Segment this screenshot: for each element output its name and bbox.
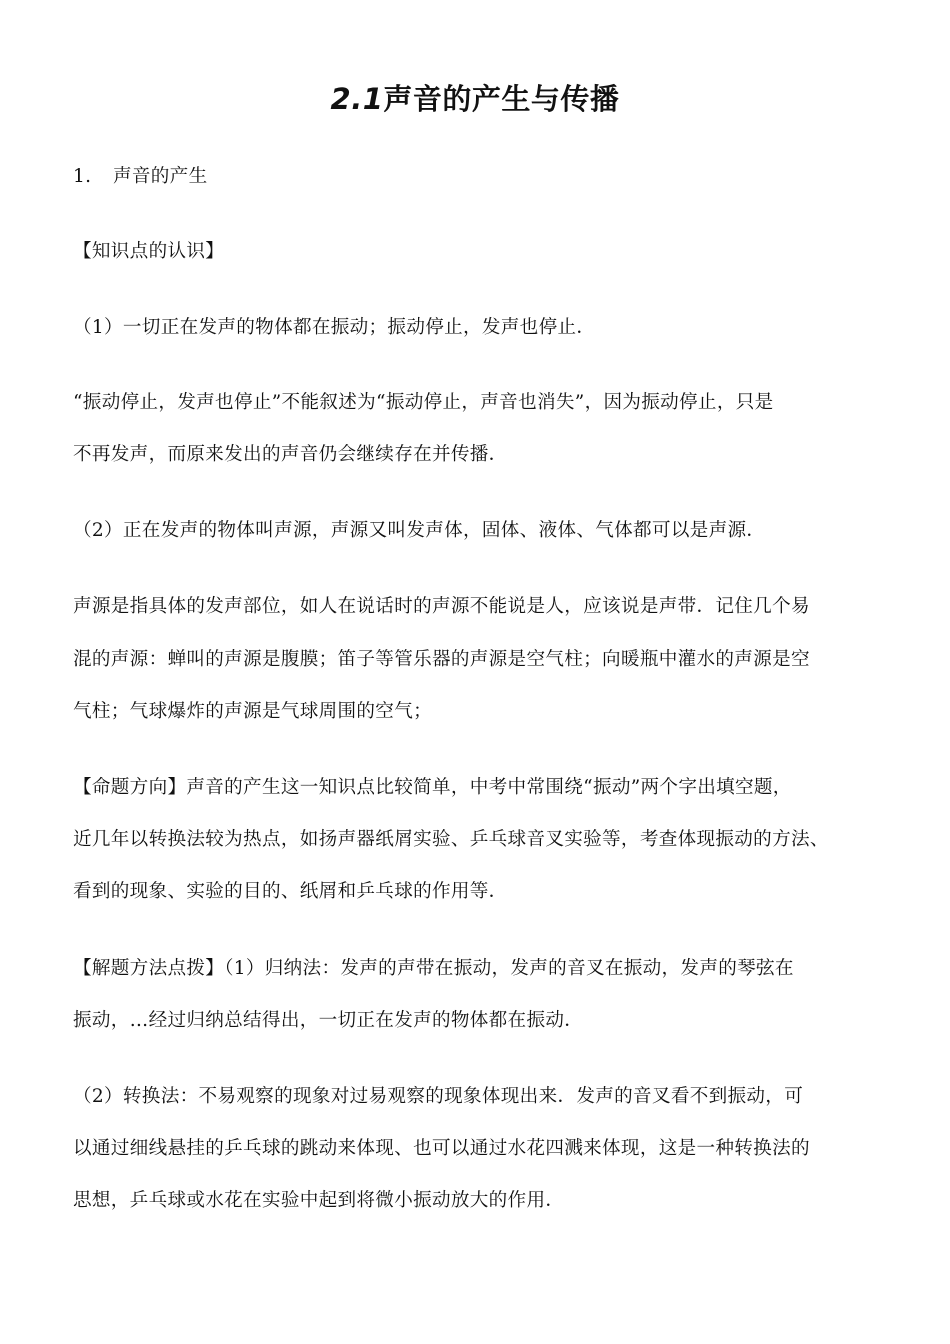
title-text: 声音的产生与传播	[383, 82, 620, 116]
paragraph-line: 气柱；气球爆炸的声源是气球周围的空气；	[73, 701, 432, 722]
paragraph-line: “振动停止，发声也停止”不能叙述为“振动停止，声音也消失”，因为振动停止，只是	[73, 392, 774, 413]
paragraph-line: 看到的现象、实验的目的、纸屑和乒乓球的作用等．	[73, 881, 508, 902]
section-heading	[73, 163, 207, 191]
paragraph-line: 【命题方向】声音的产生这一知识点比较简单，中考中常围绕“振动”两个字出填空题，	[73, 777, 792, 798]
paragraph-line: 思想，乒乓球或水花在实验中起到将微小振动放大的作用．	[73, 1190, 565, 1211]
paragraph-line: 声源是指具体的发声部位，如人在说话时的声源不能说是人，应该说是声带．记住几个易	[73, 596, 810, 617]
paragraph-line: （2）转换法：不易观察的现象对过易观察的现象体现出来．发声的音叉看不到振动，可	[73, 1086, 804, 1107]
paragraph-line: 混的声源：蝉叫的声源是腹膜；笛子等管乐器的声源是空气柱；向暖瓶中灌水的声源是空	[73, 649, 810, 670]
paragraph-line: 振动，…经过归纳总结得出，一切正在发声的物体都在振动．	[73, 1010, 584, 1031]
section-number: 1.	[73, 166, 92, 187]
document-title	[0, 78, 950, 120]
section-title: 声音的产生	[113, 166, 208, 187]
knowledge-label: 【知识点的认识】	[73, 241, 225, 262]
paragraph-line: 【解题方法点拨】（1）归纳法：发声的声带在振动，发声的音叉在振动，发声的琴弦在	[73, 958, 794, 979]
paragraph-line: （1）一切正在发声的物体都在振动；振动停止，发声也停止．	[73, 317, 596, 338]
title-number: 2.1	[330, 82, 384, 116]
paragraph-line: 以通过细线悬挂的乒乓球的跳动来体现、也可以通过水花四溅来体现，这是一种转换法的	[73, 1138, 810, 1159]
paragraph-line: 近几年以转换法较为热点，如扬声器纸屑实验、乒乓球音叉实验等，考查体现振动的方法、	[73, 829, 829, 850]
paragraph-line: （2）正在发声的物体叫声源，声源又叫发声体，固体、液体、气体都可以是声源．	[73, 520, 766, 541]
paragraph-line: 不再发声，而原来发出的声音仍会继续存在并传播．	[73, 444, 508, 465]
